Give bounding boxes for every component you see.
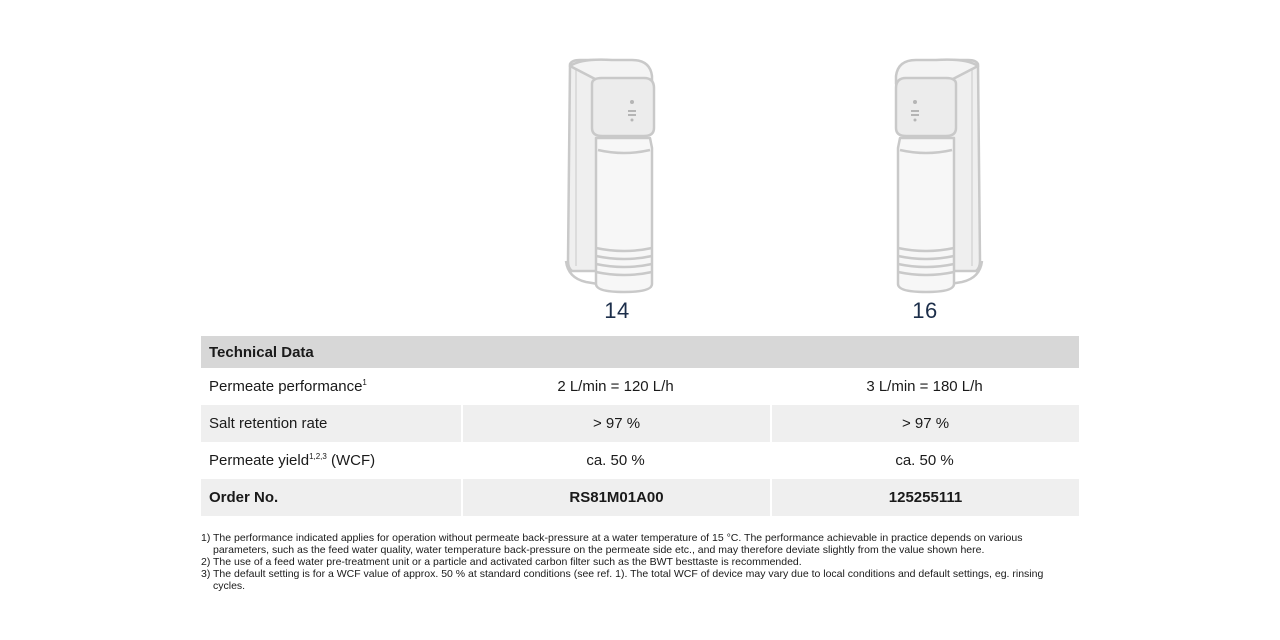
footnote-number: 2) bbox=[201, 556, 211, 568]
table-row bbox=[201, 368, 1079, 405]
footnotes bbox=[201, 532, 1071, 592]
row-value: > 97 % bbox=[461, 405, 770, 442]
table-header: Technical Data bbox=[201, 336, 1079, 368]
row-value: RS81M01A00 bbox=[461, 479, 770, 516]
footnote bbox=[201, 568, 1071, 592]
footnote-number: 1) bbox=[201, 532, 211, 544]
device-image-14 bbox=[562, 56, 686, 296]
model-number-16: 16 bbox=[912, 298, 938, 323]
technical-data-table bbox=[201, 336, 1079, 516]
footnote bbox=[201, 532, 1071, 556]
footnote-text: The performance indicated applies for operation without permeate back-pressure at a water temperature of 15 °C. The performance achievable in practice depends on various parameters, such as the feed water quality, water temperature back-pressure on the permeate side etc., and may therefore deviate slightly from the value shown here. bbox=[213, 532, 1023, 556]
row-value: 125255111 bbox=[770, 479, 1079, 516]
table-row bbox=[201, 442, 1079, 479]
row-label: Permeate performance$^1$ bbox=[209, 378, 367, 395]
row-label: Permeate yield$^{1,2,3}$ (WCF) bbox=[209, 452, 376, 469]
table-row bbox=[201, 479, 1079, 516]
footnote-text: The default setting is for a WCF value of approx. 50 % at standard conditions (see ref. 1). The total WCF of device may vary due to local conditions and default settings, eg. rinsing cycles. bbox=[213, 568, 1044, 592]
table-row bbox=[201, 405, 1079, 442]
row-value: ca. 50 % bbox=[895, 452, 954, 469]
footnote-ref: 1 bbox=[362, 378, 367, 387]
row-value: 3 L/min = 180 L/h bbox=[866, 378, 983, 395]
footnote-ref: 1,2,3 bbox=[309, 452, 327, 461]
footnote-number: 3) bbox=[201, 568, 211, 580]
row-value: > 97 % bbox=[770, 405, 1079, 442]
model-number-14: 14 bbox=[604, 298, 630, 323]
row-value: 2 L/min = 120 L/h bbox=[557, 378, 674, 395]
device-image-16 bbox=[862, 56, 986, 296]
row-label: Salt retention rate bbox=[201, 405, 461, 442]
footnote bbox=[201, 556, 1071, 568]
footnote-text: The use of a feed water pre-treatment unit or a particle and activated carbon filter such as the BWT besttaste is recommended. bbox=[213, 556, 802, 568]
row-value: ca. 50 % bbox=[586, 452, 645, 469]
row-label: Order No. bbox=[201, 479, 461, 516]
